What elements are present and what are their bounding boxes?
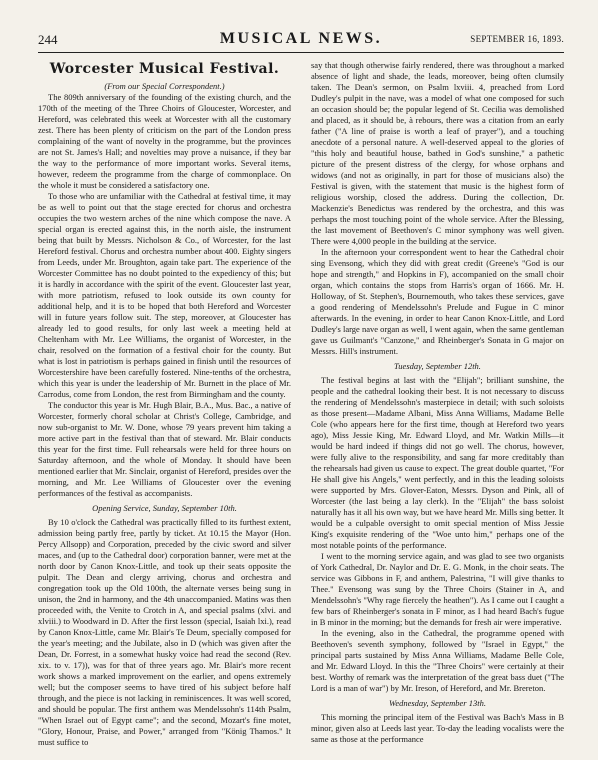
section-subheading: Opening Service, Sunday, September 10th. (92, 503, 237, 513)
section-subheading: Wednesday, September 13th. (389, 698, 486, 708)
paragraph: say that though otherwise fairly rendered, there was throughout a marked absence of light and shade, the leads, moreover, being often clumsily taken. The Dean's sermon, on Psalm lxviii. 4, preached from Lord Dudley's pulpit in the nave, was a model of what one composed for such an occasion should be; the popular legend of St. Cecilia was demolished and placed, as it should be, à rebours, there was a citation from an early father ("A line of praise is worth a leaf of prayer"), and a touching anecdote of a personal nature. A well-deserved appeal to the glories of "this holy and beautiful house, bathed in God's sunshine," a pathetic picture of the present distress of the clergy, for whose orphans and widows (and not as originally, in part for those of musicians also) the Festival is given, with the statement that music is the highest form of religious worship, closed the address. During the collection, Dr. Mackenzie's Benedictus was rendered by the orchestra, and this was perhaps the most touching point of the whole service. After the Blessing, the last movement of Beethoven's C minor symphony was well given. There were 4,000 people in the building at the service. (311, 60, 564, 246)
paragraph: The 809th anniversary of the founding of the existing church, and the 170th of the meeting of the Three Choirs of Gloucester, Worcester, and Hereford, was celebrated this week at Worcester with all the customary zest. There has been plenty of criticism on the part of the London press complaining of the want of novelty in the programme, but the provinces are not St. James's Hall; and novelties may prove a nuisance, if they bar the way to the performance of more important works. Several items, however, redeem the programme from the charge of commonplace. On the whole it must be considered a satisfactory one. (38, 92, 291, 190)
paragraph: By 10 o'clock the Cathedral was practically filled to its furthest extent, admission being partly free, partly by ticket. At 10.15 the Mayor (Hon. Percy Allsopp) and Corporation, preceded by the civic sword and silver maces, and (up to the Cathedral door) corporation banner, were met at the north door by Canon Knox-Little, and took up their seats opposite the pulpit. The Dean and clergy arriving, chorus and orchestra and congregation took up the Old 100th, the alternate verses being sung in unison, the 2nd in harmony, and the 4th unaccompanied. Matins was then proceeded with, the Venite to Crotch in A, and special psalms (xlvi. and xlviii.) to Woodward in D. After the first lesson (special, Isaiah lxi.), read by Canon Knox-Little, came Mr. Blair's Te Deum, specially composed for the year's meeting; and the Jubilate, also in D (which was given after the Dean, Dr. Forrest, in a somewhat husky voice had read the second (Rev. xix. to v. 17)), was for that of three years ago. Mr. Blair's more recent work shows a marked improvement on the earlier, and opens extremely well; but the composer seems to have tired of his subject before half through, and the piece is not lacking in reminiscences. It was well scored, and should be popular. The first anthem was Mendelssohn's 114th Psalm, "When Israel out of Egypt came"; and the second, Mozart's fine motet, "Glory, Honour, Praise, and Power," arranged from "König Thamos." It must suffice to (38, 517, 291, 747)
paragraph: In the afternoon your correspondent went to hear the Cathedral choir sing Evensong, which they did with great credit (Greene's "God is our hope and strength," and Hopkins in F), accompanied on the small choir organ, which contains the stops from Harris's organ of 1666. Mr. H. Holloway, of St. Stephen's, Bournemouth, who takes these services, gave a good rendering of Mendelssohn's Prelude and Fugue in C minor afterwards. In the evening, in order to hear Canon Knox-Little, and Lord Dudley's large nave organ as well, I went again, when the same gentleman gave us Guilmant's "Canzone," and Rheinberger's Sonata in G major on Messrs. Hill's instrument. (311, 247, 564, 356)
paragraph: The conductor this year is Mr. Hugh Blair, B.A., Mus. Bac., a native of Worcester, formerly choral scholar at Christ's College, Cambridge, and now sub-organist to Mr. W. Done, whose 79 years prevent him taking a more active part in the festival than that of steward. Mr. Blair conducts this year for the first time. Full rehearsals were held for three hours on Saturday afternoon, and the whole of Monday. It should have been mentioned earlier that Mr. Sinclair, organist of Hereford, presides over the morning, and Mr. Lee Williams of Gloucester over the evening performances of the festival as accompanists. (38, 400, 291, 498)
page-header (38, 32, 564, 50)
article-title: Worcester Musical Festival. (49, 61, 280, 77)
issue-date: SEPTEMBER 16, 1893. (470, 34, 564, 44)
paragraph: The festival begins at last with the "Elijah"; brilliant sunshine, the people and the cathedral looking their best. It is not necessary to discuss the rendering of Mendelssohn's masterpiece in detail; with such soloists as those present—Madame Albani, Miss Anna Williams, Madame Belle Cole (who appears here for the first time, though at Hereford two years ago), Miss Jessie King, Mr. Edward Lloyd, and Mr. Watkin Mills—it would be hard indeed if things did not go well. The chorus, however, were fully alive to the responsibility, and sang far more creditably than the rehearsals had given us cause to expect. The great double quartet, "For He shall give his Angels," went perfectly, and in this the leading soloists were supported by Mrs. Glover-Eaton, Messrs. Dyson and Pink, all of Worcester (the last being a lay clerk). In the "Elijah" the bass soloist naturally has it all his own way, but we have heard Mr. Mills sing better. It would be a culpable oversight to omit special mention of Miss Jessie King's exquisite rendering of the "Woe unto him," perhaps one of the most notable points of the performance. (311, 375, 564, 550)
paragraph: This morning the principal item of the Festival was Bach's Mass in B minor, given also at Leeds last year. To-day the leading vocalists were the same as those at the performance (311, 712, 564, 744)
right-column (311, 60, 564, 745)
header-rule (38, 52, 564, 53)
paragraph: To those who are unfamiliar with the Cathedral at festival time, it may be as well to point out that the stage erected for chorus and orchestra occupies the two western arches of the nine which compose the nave. A special organ is erected against this, in the north aisle, the instrument being that built by Messrs. Nicholson & Co., of Worcester, for the last Hereford festival. Chorus and orchestra number about 400. Eighty singers from Leeds, under Mr. Broughton, again take part. The experience of the Worcester Committee has no doubt pointed to the expediency of this; but it is hardly in accordance with the spirit of the event. Gloucester last year, with more patriotism, refused to look outside its own county for additional help, and it is to be hoped that both Hereford and Worcester will in future years follow suit. The step, moreover, at Gloucester has already led to good results, for only last week a meeting held at Cheltenham with Mr. Lee Williams, the organist of Worcester, in the chair, resolved on the formation of a festival choir for the county. But what is lost in patriotism is perhaps gained in finish until the resources of Worcestershire have been carefully fostered. Nine-tenths of the orchestra, which this year is under the leadership of Mr. Burnett in the place of Mr. Carrodus, come from London, the rest from Birmingham and the county. (38, 191, 291, 399)
article-byline: (From our Special Correspondent.) (104, 81, 225, 91)
paragraph: In the evening, also in the Cathedral, the programme opened with Beethoven's seventh symphony, followed by "Israel in Egypt," the principal parts sustained by Miss Anna Williams, Madame Belle Cole, and Mr. Edward Lloyd. In this the "Three Choirs" were certainly at their best. Worthy of remark was the interpretation of the great bass duet ("The Lord is a man of war") by Mr. Ireson, of Hereford, and Mr. Brereton. (311, 628, 564, 693)
paragraph: I went to the morning service again, and was glad to see two organists of York Cathedral, Dr. Naylor and Dr. E. G. Monk, in the choir seats. The service was Gibbons in F, and anthem, Palestrina, "I will give thanks to Thee." Evensong was sung by the Three Choirs (Stainer in A, and Mendelssohn's "Why rage fiercely the heathen"). As I came out I caught a few bars of Rheinberger's sonata in F minor, as I had heard Bach's fugue in B minor in the morning; but the demands for fresh air were imperative. (311, 551, 564, 627)
page-number: 244 (38, 32, 58, 47)
masthead: MUSICAL NEWS. (219, 30, 383, 47)
left-column (38, 60, 291, 748)
section-subheading: Tuesday, September 12th. (394, 361, 481, 371)
